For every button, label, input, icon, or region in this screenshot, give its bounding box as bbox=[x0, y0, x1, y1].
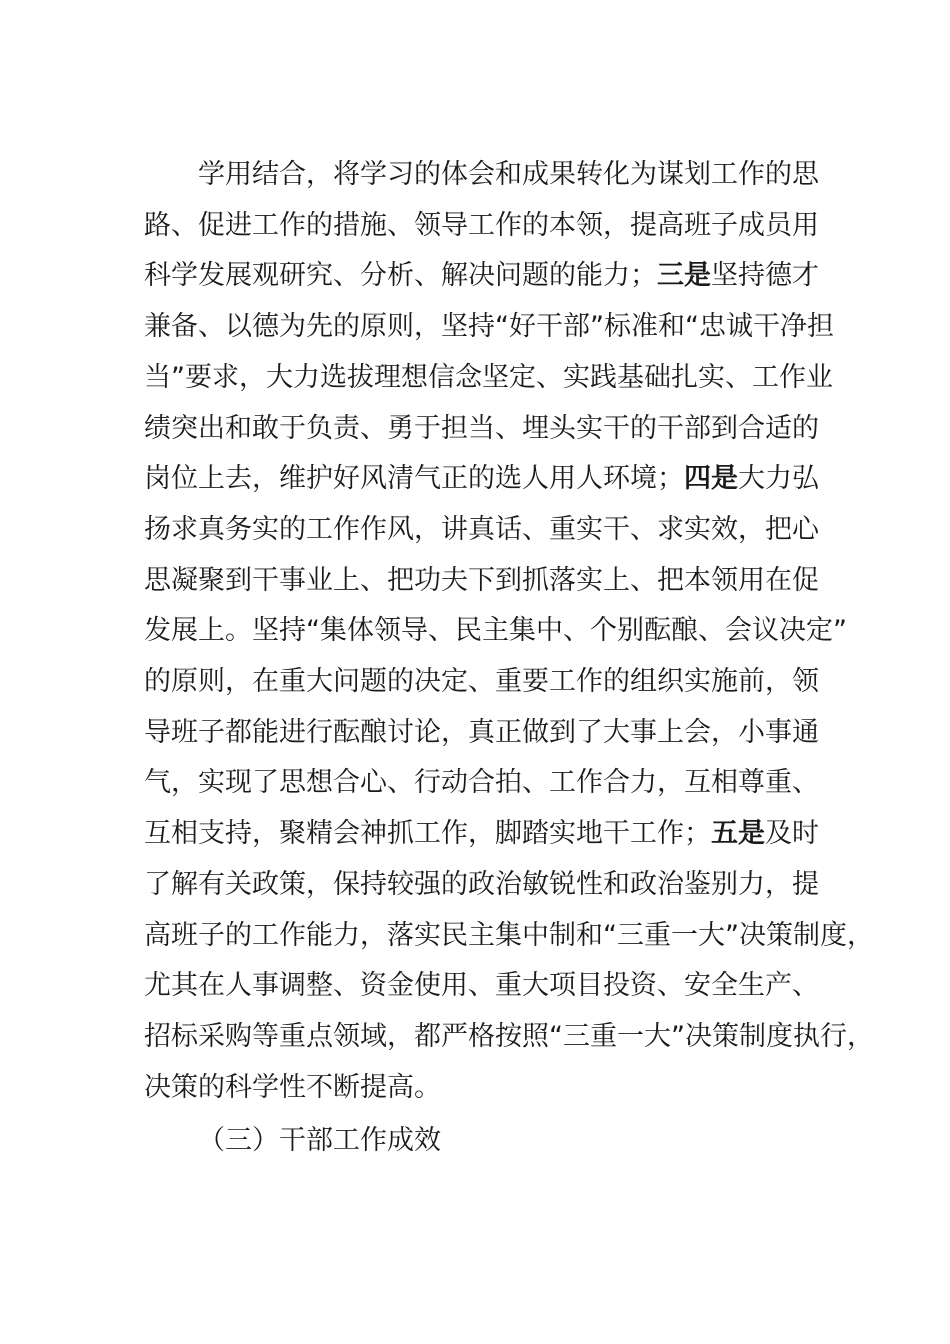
paragraph-line: 思凝聚到干事业上、把功夫下到抓落实上、把本领用在促 bbox=[144, 564, 819, 596]
paragraph-line bbox=[144, 809, 844, 860]
paragraph-line: 扬求真务实的工作作风，讲真话、重实干、求实效，把心 bbox=[144, 513, 819, 545]
paragraph-line: 决策的科学性不断提高。 bbox=[144, 1071, 441, 1103]
paragraph-line bbox=[144, 251, 844, 302]
paragraph-line: 当”要求，大力选拔理想信念坚定、实践基础扎实、工作业 bbox=[144, 361, 833, 393]
body-paragraph bbox=[144, 150, 874, 1113]
line-text: 互相支持，聚精会神抓工作，脚踏实地干工作； bbox=[144, 818, 711, 850]
paragraph-line: 发展上。坚持“集体领导、民主集中、个别酝酿、会议决定” bbox=[144, 615, 847, 647]
paragraph-line: 高班子的工作能力，落实民主集中制和“三重一大”决策制度， bbox=[144, 919, 874, 951]
paragraph-line: 路、促进工作的措施、领导工作的本领，提高班子成员用 bbox=[144, 209, 819, 241]
paragraph-line: 学用结合，将学习的体会和成果转化为谋划工作的思 bbox=[198, 159, 819, 190]
paragraph-line: 的原则，在重大问题的决定、重要工作的组织实施前，领 bbox=[144, 666, 819, 698]
line-text: 岗位上去，维护好风清气正的选人用人环境； bbox=[144, 463, 684, 495]
paragraph-line: 绩突出和敢于负责、勇于担当、埋头实干的干部到合适的 bbox=[144, 412, 819, 444]
paragraph-line bbox=[144, 454, 844, 505]
paragraph-line: 气，实现了思想合心、行动合拍、工作合力，互相尊重、 bbox=[144, 767, 819, 799]
paragraph-line: 尤其在人事调整、资金使用、重大项目投资、安全生产、 bbox=[144, 970, 819, 1002]
line-text: 坚持德才 bbox=[711, 260, 819, 292]
paragraph-line: 招标采购等重点领域，都严格按照“三重一大”决策制度执行， bbox=[144, 1020, 874, 1052]
bold-keyword: 三是 bbox=[657, 260, 711, 292]
bold-keyword: 四是 bbox=[684, 463, 738, 495]
line-text: 及时 bbox=[765, 818, 819, 850]
bold-keyword: 五是 bbox=[711, 818, 765, 850]
line-text: 科学发展观研究、分析、解决问题的能力； bbox=[144, 260, 657, 292]
paragraph-line: 导班子都能进行酝酿讨论，真正做到了大事上会，小事通 bbox=[144, 716, 819, 748]
paragraph-line: 了解有关政策，保持较强的政治敏锐性和政治鉴别力，提 bbox=[144, 868, 819, 900]
line-text: 大力弘 bbox=[738, 463, 819, 495]
section-heading: （三）干部工作成效 bbox=[198, 1125, 441, 1156]
paragraph-line: 兼备、以德为先的原则，坚持“好干部”标准和“忠诚干净担 bbox=[144, 311, 834, 343]
